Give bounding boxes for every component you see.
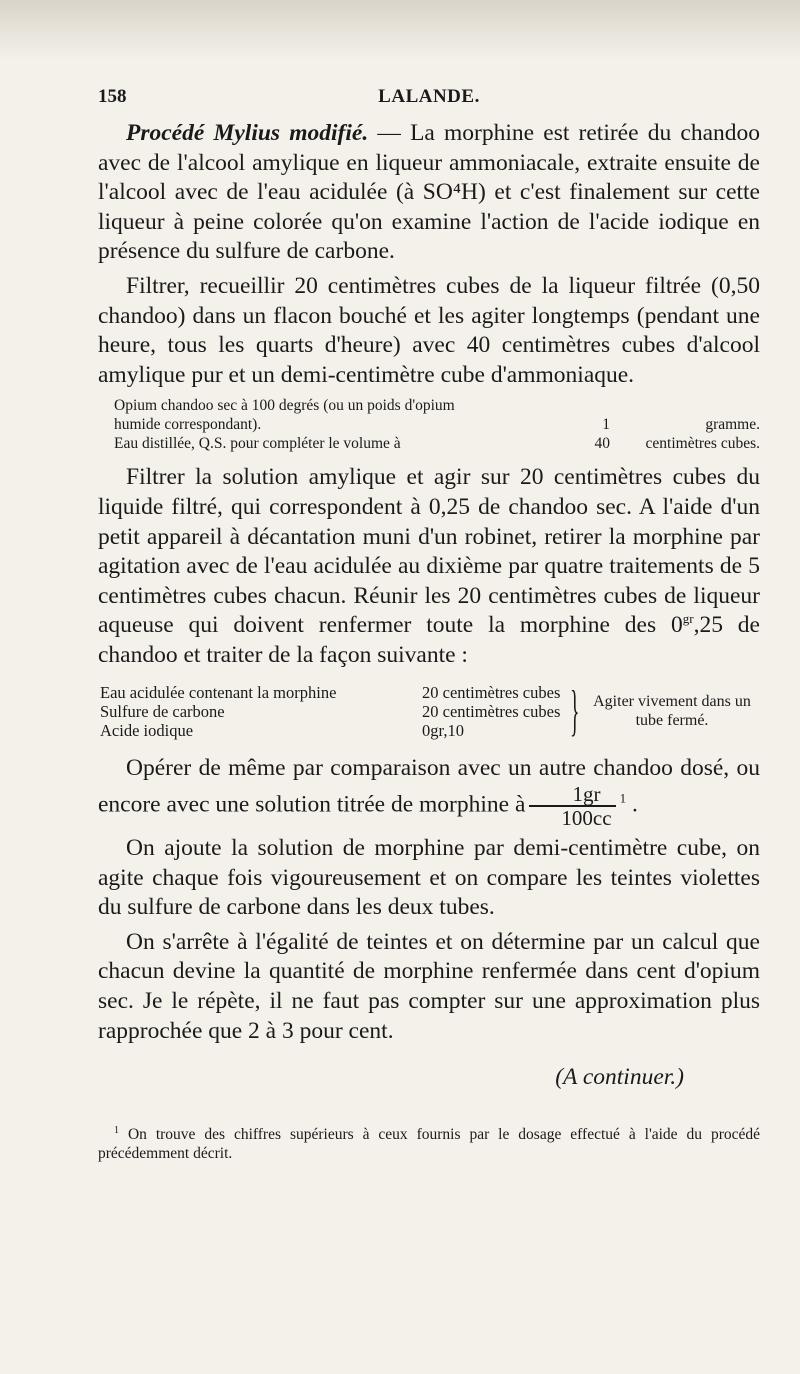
operer-text: Opérer de même par comparaison avec un autre chandoo dosé, ou encore avec une solution titrée de morphine à	[98, 754, 760, 818]
page-header	[98, 86, 760, 114]
paragraph-operer	[98, 754, 760, 830]
brace-glyph: }	[570, 679, 580, 742]
fraction-denominator: 100cc	[561, 806, 612, 831]
footnote-ref: 1	[619, 790, 627, 806]
recipe-item-label: humide correspondant).	[114, 416, 262, 434]
continued-note: (A continuer.)	[555, 1064, 684, 1091]
recipe-line	[114, 434, 760, 453]
amylique-text: Filtrer la solution amylique et agir sur 20 centimètres cubes du liquide filtré, qui correspondent à 0,25 de chandoo sec. A l'aide d'un petit appareil à décantation muni d'un robinet, retirer la morphine par agitation avec de l'eau acidulée au dixième par quatre traitements de 5 centimètres cubes chacun. Réunir les 20 centimètres cubes de liqueur aqueuse qui doivent renfermer toute la morphine des 0	[98, 464, 760, 639]
footnote-text: On trouve des chiffres supérieurs à ceux fournis par le dosage effectué à l'aide du procédé précédemment décrit.	[98, 1126, 760, 1163]
procede-text: — La morphine est retirée du chandoo avec de l'alcool amylique en liqueur ammoniacale, extraite ensuite de l'alcool avec de l'eau acidulée (à SO⁴H) et c'est finalement sur cette liqueur à peine colorée qu'on examine l'action de l'acide iodique en présence du sulfure de carbone.	[98, 120, 760, 265]
mixture-quantities	[422, 683, 570, 740]
recipe-item-unit: centimètres cubes.	[645, 435, 760, 453]
paragraph-procede	[98, 119, 760, 267]
mixture-table	[100, 679, 760, 742]
recipe-item-unit: gramme.	[705, 416, 760, 434]
paragraph-ajoute: On ajoute la solution de morphine par demi-centimètre cube, on agite chaque fois vigoureusement et on compare les teintes violettes du sulfure de carbone dans les deux tubes.	[98, 835, 760, 921]
procede-heading: Procédé Mylius modifié.	[126, 120, 369, 146]
recipe-item-opium: Opium chandoo sec à 100 degrés (ou un poids d'opium	[114, 397, 455, 415]
mixture-label: Acide iodique	[100, 720, 194, 740]
recipe-line	[114, 415, 760, 434]
scan-shadow	[0, 0, 800, 60]
mixture-qty: 20 centimètres cubes	[422, 701, 561, 721]
recipe-block	[114, 396, 760, 453]
mixture-qty: 0gr,10	[422, 720, 464, 740]
paragraph-arrete: On s'arrête à l'égalité de teintes et on détermine par un calcul que chacun devine la quantité de morphine renfermée dans cent d'opium sec. Je le répète, il ne faut pas compter sur une approximation plus rapprochée que 2 à 3 pour cent.	[98, 928, 760, 1044]
mixture-label: Eau acidulée contenant la morphine	[100, 682, 337, 702]
mixture-labels	[100, 683, 422, 740]
page-body	[98, 119, 760, 1163]
recipe-item-qty: 40	[594, 435, 610, 453]
mixture-label: Sulfure de carbone	[100, 701, 225, 721]
operer-end: .	[631, 791, 638, 818]
fraction-numerator: 1gr	[529, 783, 615, 807]
footnote	[98, 1121, 760, 1163]
paragraph-amylique	[98, 463, 760, 670]
running-head: LALANDE.	[378, 86, 480, 107]
mixture-note: Agiter vivement dans un tube fermé.	[593, 692, 751, 729]
page-number: 158	[98, 86, 127, 107]
mixture-qty: 20 centimètres cubes	[422, 682, 561, 702]
recipe-item-label: Eau distillée, Q.S. pour compléter le volume à	[114, 435, 401, 453]
recipe-item-qty: 1	[602, 416, 610, 434]
fraction	[529, 783, 615, 829]
recipe-line	[114, 396, 760, 415]
footnote-mark: 1	[114, 1125, 119, 1137]
gram-superscript: gr	[682, 611, 694, 627]
paragraph-filtrer: Filtrer, recueillir 20 centimètres cubes de la liqueur filtrée (0,50 chandoo) dans un flacon bouché et les agiter longtemps (pendant une heure, tous les quarts d'heure) avec 40 centimètres cubes d'alcool amylique pur et un demi-centimètre cube d'ammoniaque.	[98, 272, 760, 388]
amylique-text-end: ,25 de chandoo et traiter de la façon suivante :	[98, 612, 760, 668]
